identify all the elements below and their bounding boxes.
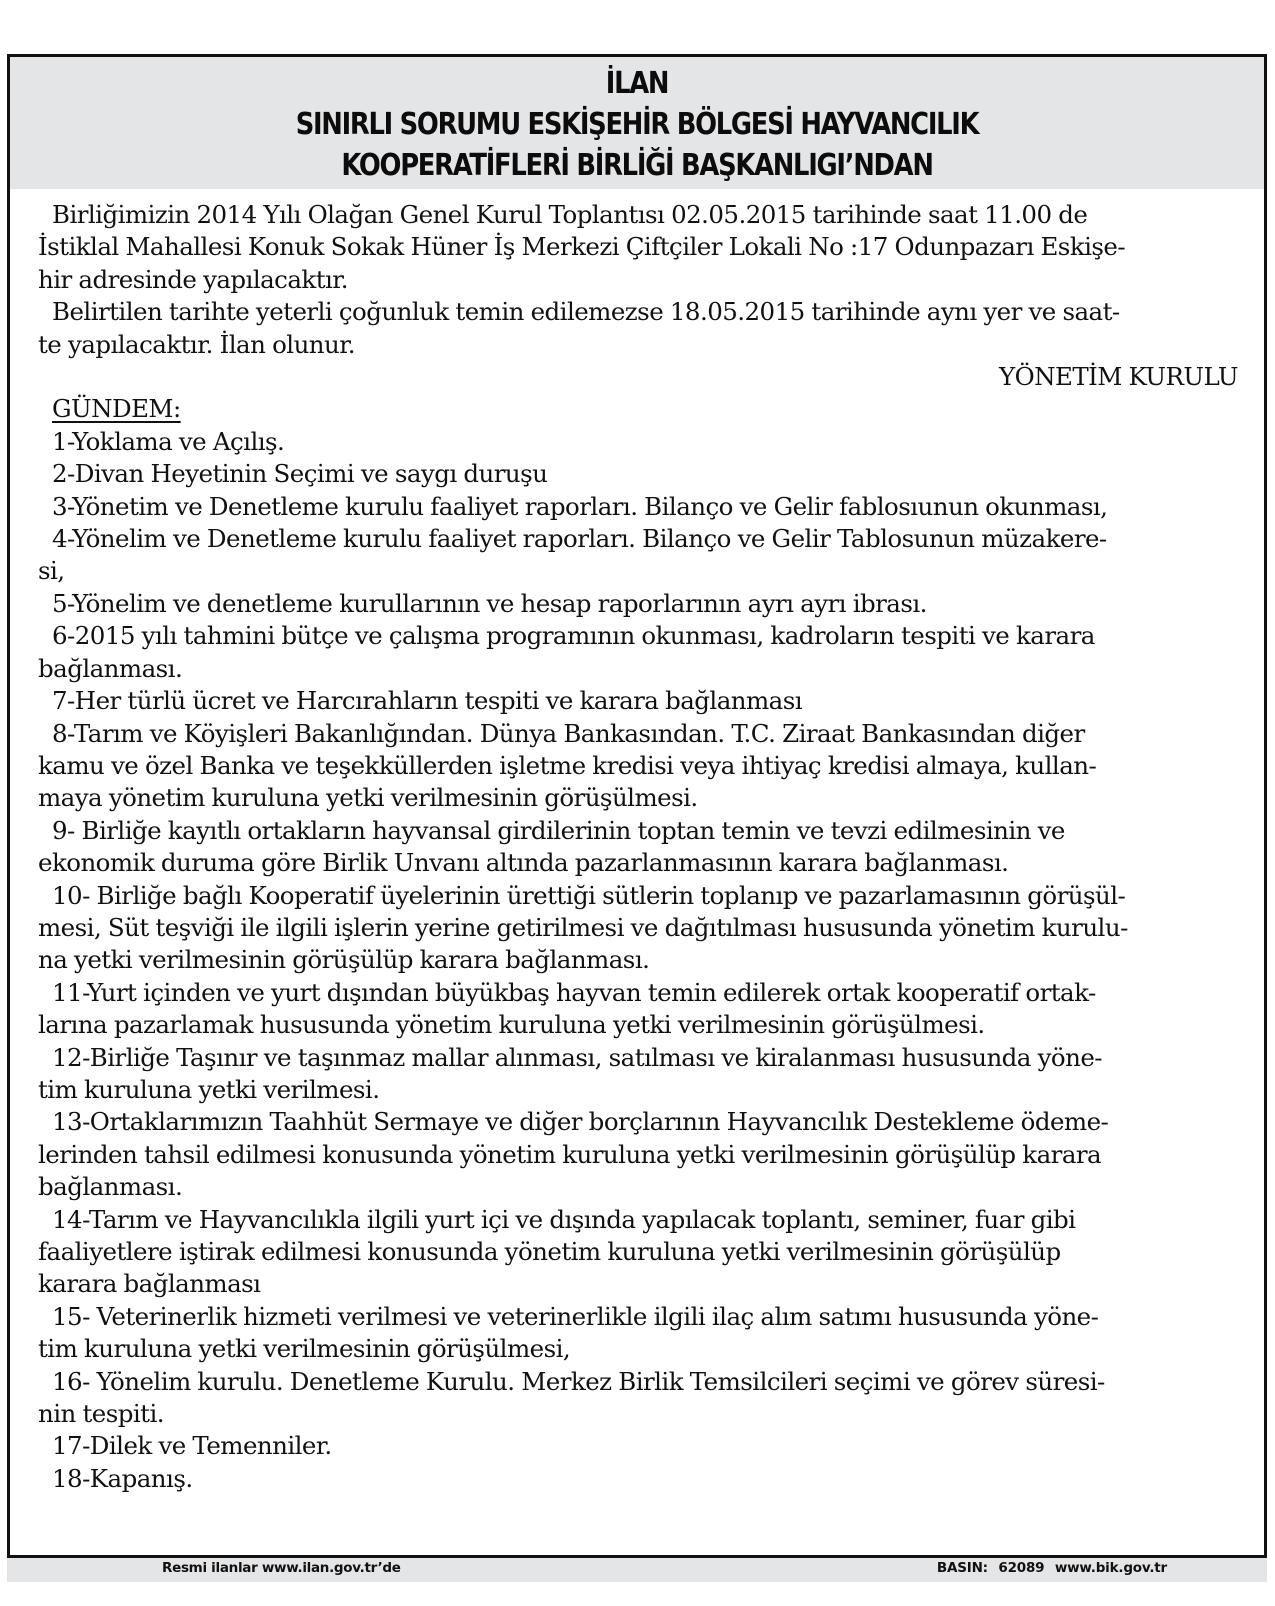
notice-frame xyxy=(7,54,1267,1558)
agenda-item-line: 16- Yönelim kurulu. Denetleme Kurulu. Merkez Birlik Temsilcileri seçimi ve görev süresi- xyxy=(52,1366,1105,1396)
notice-footer xyxy=(7,1558,1267,1582)
notice-body xyxy=(10,189,1264,1495)
agenda-item-line: tim kuruluna yetki verilmesi. xyxy=(38,1074,380,1104)
agenda-item-line: ekonomik duruma göre Birlik Unvanı altında pazarlanmasının karara bağlanması. xyxy=(38,848,1009,878)
agenda-list xyxy=(38,426,1216,1495)
footer-official-notices-link: Resmi ilanlar www.ilan.gov.tr’de xyxy=(162,1560,401,1576)
agenda-item-line: na yetki verilmesinin görüşülüp karara bağlanması. xyxy=(38,945,650,975)
agenda-item-line: 8-Tarım ve Köyişleri Bakanlığından. Dünya Bankasından. T.C. Ziraat Bankasından diğer xyxy=(52,718,1085,748)
agenda-item-line: 6-2015 yılı tahmini bütçe ve çalışma programının okunması, kadroların tespiti ve karara xyxy=(52,621,1095,651)
agenda-item-line: 5-Yönelim ve denetleme kurullarının ve hesap raporlarının ayrı ayrı ibrası. xyxy=(52,588,927,618)
agenda-item-line: bağlanması. xyxy=(38,1172,183,1202)
issuer-line-1: SINIRLI SORUMU ESKİŞEHİR BÖLGESİ HAYVANCILIK xyxy=(295,107,979,142)
agenda-title: GÜNDEM: xyxy=(52,394,181,424)
agenda-item-line: 17-Dilek ve Temenniler. xyxy=(52,1431,332,1461)
intro-line: Belirtilen tarihte yeterli çoğunluk temin edilemezse 18.05.2015 tarihinde aynı yer ve saat- xyxy=(52,297,1120,327)
agenda-item-line: 3-Yönetim ve Denetleme kurulu faaliyet raporları. Bilanço ve Gelir fablosıunun okunması, xyxy=(52,491,1108,521)
footer-press-info: BASIN: 62089 www.bik.gov.tr xyxy=(936,1560,1167,1576)
agenda-item-line: lerinden tahsil edilmesi konusunda yönetim kuruluna yetki verilmesinin görüşülüp karara xyxy=(38,1139,1102,1169)
issuer-line-2: KOOPERATİFLERİ BİRLİĞİ BAŞKANLIGI’NDAN xyxy=(341,148,933,183)
agenda-item-line: nin tespiti. xyxy=(38,1399,164,1429)
agenda-item-line: bağlanması. xyxy=(38,653,183,683)
agenda-item-line: kamu ve özel Banka ve teşekküllerden işletme kredisi veya ihtiyaç kredisi almaya, kullan- xyxy=(38,750,1097,780)
agenda-item-line: si, xyxy=(38,556,65,586)
intro-line: hir adresinde yapılacaktır. xyxy=(38,264,348,294)
agenda-item-line: larına pazarlamak hususunda yönetim kuruluna yetki verilmesinin görüşülmesi. xyxy=(38,1010,985,1040)
intro-line: te yapılacaktır. İlan olunur. xyxy=(38,329,355,359)
agenda-item-line: 10- Birliğe bağlı Kooperatif üyelerinin ürettiği sütlerin toplanıp ve pazarlamasının görüşül- xyxy=(52,880,1126,910)
intro-line: Birliğimizin 2014 Yılı Olağan Genel Kurul Toplantısı 02.05.2015 tarihinde saat 11.00 de xyxy=(52,200,1088,229)
signature: YÖNETİM KURULU xyxy=(998,362,1238,392)
notice-title: İLAN xyxy=(605,66,669,101)
intro-line: İstiklal Mahallesi Konuk Sokak Hüner İş Merkezi Çiftçiler Lokali No :17 Odunpazarı Eskişe- xyxy=(38,232,1126,262)
agenda-item-line: 7-Her türlü ücret ve Harcırahların tespiti ve karara bağlanması xyxy=(52,686,803,716)
agenda-item-line: 15- Veterinerlik hizmeti verilmesi ve veterinerlikle ilgili ilaç alım satımı hususunda yöne- xyxy=(52,1301,1099,1331)
agenda-title-row xyxy=(38,393,1216,425)
agenda-item-line: 11-Yurt içinden ve yurt dışından büyükbaş hayvan temin edilerek ortak kooperatif ortak- xyxy=(52,977,1096,1007)
agenda-item-line: faaliyetlere iştirak edilmesi konusunda yönetim kuruluna yetki verilmesinin görüşülüp xyxy=(38,1237,1061,1266)
agenda-item-line: 9- Birliğe kayıtlı ortakların hayvansal girdilerinin toptan temin ve tevzi edilmesinin ve xyxy=(52,815,1065,845)
agenda-item-line: karara bağlanması xyxy=(38,1269,261,1299)
agenda-item-line: tim kuruluna yetki verilmesinin görüşülmesi, xyxy=(38,1334,571,1364)
agenda-item-line: 1-Yoklama ve Açılış. xyxy=(52,426,285,456)
agenda-item-line: 13-Ortaklarımızın Taahhüt Sermaye ve diğer borçlarının Hayvancılık Destekleme ödeme- xyxy=(52,1107,1109,1137)
agenda-item-line: 18-Kapanış. xyxy=(52,1463,193,1493)
agenda-item-line: 12-Birliğe Taşınır ve taşınmaz mallar alınması, satılması ve kiralanması hususunda yöne- xyxy=(52,1042,1102,1072)
intro-paragraph xyxy=(38,199,1216,361)
agenda-item-line: mesi, Süt teşviği ile ilgili işlerin yerine getirilmesi ve dağıtılması hususunda yönetim kurulu- xyxy=(38,912,1128,942)
agenda-item-line: maya yönetim kuruluna yetki verilmesinin görüşülmesi. xyxy=(38,783,698,813)
agenda-item-line: 2-Divan Heyetinin Seçimi ve saygı duruşu xyxy=(52,459,548,489)
agenda xyxy=(38,393,1216,1495)
agenda-item-line: 4-Yönelim ve Denetleme kurulu faaliyet raporları. Bilanço ve Gelir Tablosunun müzakere- xyxy=(52,524,1107,554)
agenda-item-line: 14-Tarım ve Hayvancılıkla ilgili yurt içi ve dışında yapılacak toplantı, seminer, fuar gibi xyxy=(52,1204,1076,1234)
notice-header xyxy=(10,57,1264,189)
